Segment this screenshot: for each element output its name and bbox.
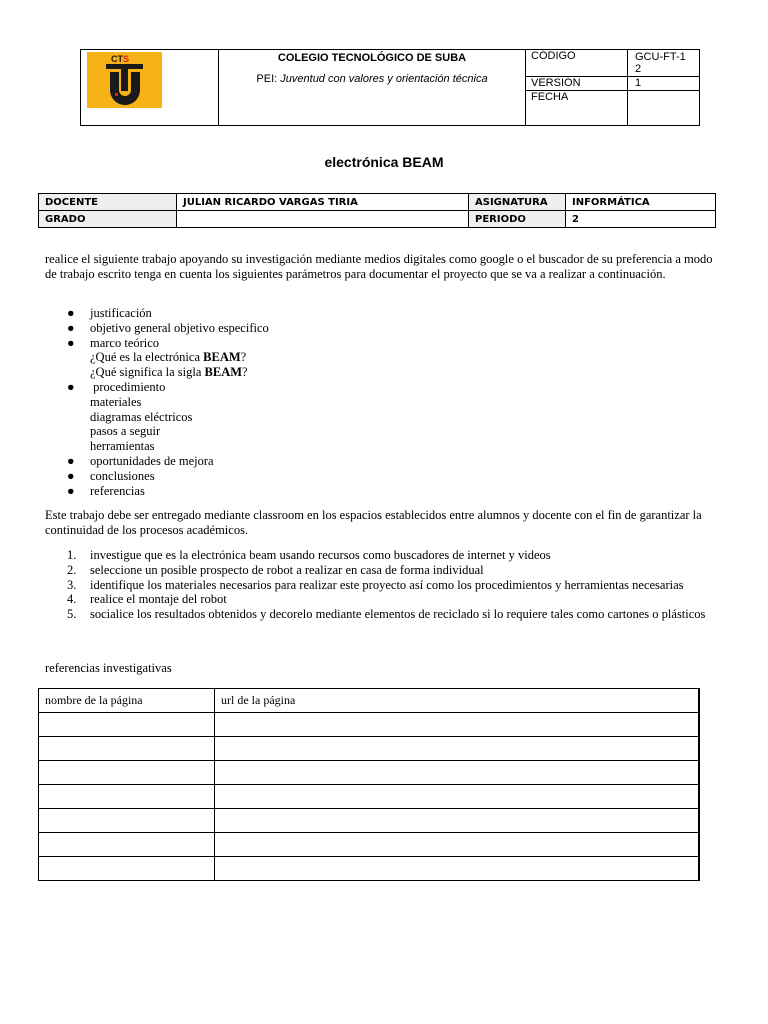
page-title: electrónica BEAM: [324, 154, 444, 170]
subitem-bold: BEAM: [203, 350, 241, 365]
school-logo: [87, 52, 162, 108]
list-item: [45, 454, 725, 469]
table-row: [39, 857, 700, 881]
list-item: [45, 592, 725, 607]
codigo-value-text: GCU-FT-12: [635, 51, 686, 75]
bullet-dot: ●: [67, 379, 75, 394]
school-name: COLEGIO TECNOLÓGICO DE SUBA: [277, 52, 467, 64]
table-cell[interactable]: [39, 737, 215, 761]
list-subitem: diagramas eléctricos: [90, 409, 193, 424]
step-number: 3.: [67, 577, 77, 592]
pei-value: Juventud con valores y orientación técnica: [280, 73, 488, 85]
subitem-text: ?: [240, 350, 247, 365]
table-row: [39, 761, 700, 785]
delivery-paragraph: Este trabajo debe ser entregado mediante classroom en los espacios establecidos entre alumnos y docente con el fin de garantizar la continuidad de los procesos académicos.: [45, 508, 702, 537]
pei-label: PEI:: [256, 73, 278, 85]
list-item: [45, 321, 725, 336]
bullet-dot: ●: [67, 320, 75, 335]
list-subitem: pasos a seguir: [90, 424, 161, 439]
fecha-value: [628, 91, 700, 126]
periodo-label: PERIODO: [469, 211, 566, 228]
teacher-info-table: [38, 193, 716, 228]
step-number: 1.: [67, 548, 77, 562]
bullet-list: [45, 306, 725, 498]
table-row: [39, 689, 700, 713]
step-number: 4.: [67, 592, 77, 607]
list-item: [45, 306, 725, 321]
table-cell[interactable]: [39, 785, 215, 809]
list-item: [45, 336, 725, 351]
list-item: [45, 548, 725, 563]
school-cell: [219, 50, 526, 126]
table-cell[interactable]: [215, 761, 700, 785]
list-item-text: procedimiento: [90, 379, 166, 394]
list-item-text: marco teórico: [90, 335, 160, 350]
docente-label: DOCENTE: [39, 194, 177, 211]
bullet-dot: ●: [67, 306, 75, 320]
bullet-dot: ●: [67, 468, 75, 483]
table-cell[interactable]: [215, 737, 700, 761]
list-subitem: [45, 365, 725, 380]
table-cell[interactable]: [39, 833, 215, 857]
asignatura-label: ASIGNATURA: [469, 194, 566, 211]
table-cell[interactable]: [215, 809, 700, 833]
step-text: socialice los resultados obtenidos y decorelo mediante elementos de reciclado si lo requiere tales como cartones o plásticos: [90, 607, 706, 622]
header-table: [80, 49, 700, 126]
step-number: 5.: [67, 607, 77, 622]
step-text: investigue que es la electrónica beam usando recursos como buscadores de internet y videos: [90, 548, 551, 562]
subitem-text: ¿Qué es la electrónica: [90, 350, 204, 365]
pei-line: [219, 73, 525, 85]
list-subitem: materiales: [90, 394, 142, 409]
table-cell[interactable]: [215, 713, 700, 737]
list-item-text: conclusiones: [90, 468, 155, 483]
table-row: [39, 809, 700, 833]
step-text: seleccione un posible prospecto de robot a realizar en casa de forma individual: [90, 562, 484, 577]
col-header-url: url de la página: [215, 689, 700, 713]
logo-bar: [106, 64, 143, 69]
asignatura-value: INFORMÁTICA: [566, 194, 716, 211]
bullet-dot: ●: [67, 483, 75, 498]
version-label: VERSIÓN: [526, 77, 628, 91]
table-cell[interactable]: [39, 761, 215, 785]
step-text: identifique los materiales necesarios para realizar este proyecto así como los procedimientos y herramientas necesarias: [90, 577, 684, 592]
list-item-text: referencias: [90, 483, 145, 498]
table-cell[interactable]: [39, 857, 215, 881]
list-item: [45, 563, 725, 578]
bullet-dot: ●: [67, 335, 75, 350]
logo-text: CTS: [111, 54, 130, 64]
subitem-bold: BEAM: [204, 365, 243, 380]
docente-value: JULIAN RICARDO VARGAS TIRIA: [177, 194, 469, 211]
step-number: 2.: [67, 562, 77, 577]
list-subitem: [45, 350, 725, 365]
list-subitem: herramientas: [90, 439, 155, 454]
periodo-value: 2: [566, 211, 716, 228]
list-item: [45, 380, 725, 395]
table-row: [39, 737, 700, 761]
list-item-text: oportunidades de mejora: [90, 453, 214, 468]
table-cell[interactable]: [39, 809, 215, 833]
codigo-label: CÓDIGO: [526, 50, 628, 77]
table-row: [39, 713, 700, 737]
logo-t-stem: [121, 69, 128, 91]
subitem-text: ¿Qué significa la sigla: [90, 365, 205, 380]
step-text: realice el montaje del robot: [90, 592, 227, 607]
col-header-name: nombre de la página: [39, 689, 215, 713]
list-item-text: justificación: [90, 306, 152, 320]
steps-list: [45, 548, 725, 622]
logo-accent: [115, 93, 118, 96]
table-row: [39, 785, 700, 809]
list-item: [45, 578, 725, 593]
table-row: [39, 833, 700, 857]
references-table: [38, 688, 700, 881]
bullet-dot: ●: [67, 453, 75, 468]
grado-label: GRADO: [39, 211, 177, 228]
grado-value: [177, 211, 469, 228]
list-item: [45, 484, 725, 499]
table-cell[interactable]: [39, 713, 215, 737]
table-cell[interactable]: [215, 833, 700, 857]
list-item: [45, 469, 725, 484]
list-item: [45, 607, 725, 622]
list-item-text: objetivo general objetivo especifico: [90, 320, 269, 335]
table-cell[interactable]: [215, 857, 700, 881]
fecha-label: FECHA: [526, 91, 628, 126]
intro-paragraph: realice el siguiente trabajo apoyando su investigación mediante medios digitales como google o el buscador de su preferencia a modo de trabajo escrito tenga en cuenta los siguientes parámetros para documentar el proyecto que se va a realizar a continuación.: [45, 252, 713, 281]
codigo-value: [628, 50, 700, 77]
references-title: referencias investigativas: [45, 661, 172, 675]
table-cell[interactable]: [215, 785, 700, 809]
version-value: 1: [628, 77, 700, 91]
subitem-text: ?: [242, 365, 248, 380]
